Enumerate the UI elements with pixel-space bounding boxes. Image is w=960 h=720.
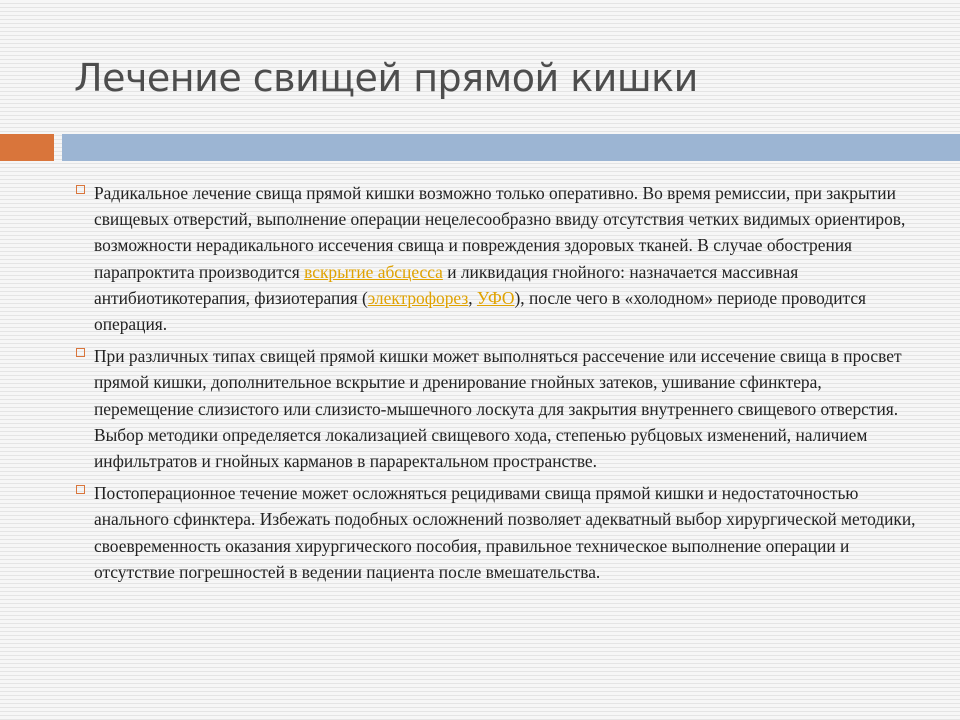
bullet-item — [74, 480, 924, 585]
bullet-item — [74, 180, 924, 337]
bullet-square-icon — [76, 185, 85, 194]
bullet-text: При различных типах свищей прямой кишки может выполняться рассечение или иссечение свища в просвет прямой кишки, дополнительное вскрытие и дренирование гнойных затеков, ушивание сфинктера, перемещение слизистого или слизисто-мышечного лоскута для закрытия внутреннего свищевого отверстия. Выбор методики определяется локализацией свищевого хода, степенью рубцовых изменений, наличием инфильтратов и гнойных карманов в параректальном пространстве. — [94, 346, 902, 472]
bullet-text: и ликвидация гнойного: назначается массивная антибиотикотерапия, физиотерапия ( — [94, 261, 799, 308]
content-area — [74, 180, 924, 591]
title-underline-bar — [62, 134, 960, 161]
accent-block — [0, 134, 54, 161]
bullet-text: ), после чего в «холодном» периоде проводится операция. — [94, 287, 867, 335]
bullet-square-icon — [76, 485, 85, 494]
bullet-square-icon — [76, 348, 85, 357]
bullet-text: Постоперационное течение может осложняться рецидивами свища прямой кишки и недостаточностью анального сфинктера. Избежать подобных осложнений позволяет адекватный выбор хирургической методики, своевременность оказания хирургического пособия, правильное техническое выполнение операции и отсутствие погрешностей в ведении пациента после вмешательства. — [94, 483, 916, 582]
link-abscess-opening[interactable]: вскрытие абсцесса — [304, 261, 443, 282]
bullet-text: , — [468, 287, 477, 308]
slide-title: Лечение свищей прямой кишки — [74, 56, 698, 100]
link-electrophoresis[interactable]: электрофорез — [367, 287, 469, 308]
bullet-text: Радикальное лечение свища прямой кишки возможно только оперативно. Во время ремиссии, при закрытии свищевых отверстий, выполнение операции нецелесообразно ввиду отсутствия четких видимых ориентиров, возможности нерадикального иссечения свища и повреждения здоровых тканей. В случае обострения парапроктита производится — [94, 183, 906, 282]
link-ufo[interactable]: УФО — [476, 287, 515, 308]
bullet-item — [74, 343, 924, 474]
